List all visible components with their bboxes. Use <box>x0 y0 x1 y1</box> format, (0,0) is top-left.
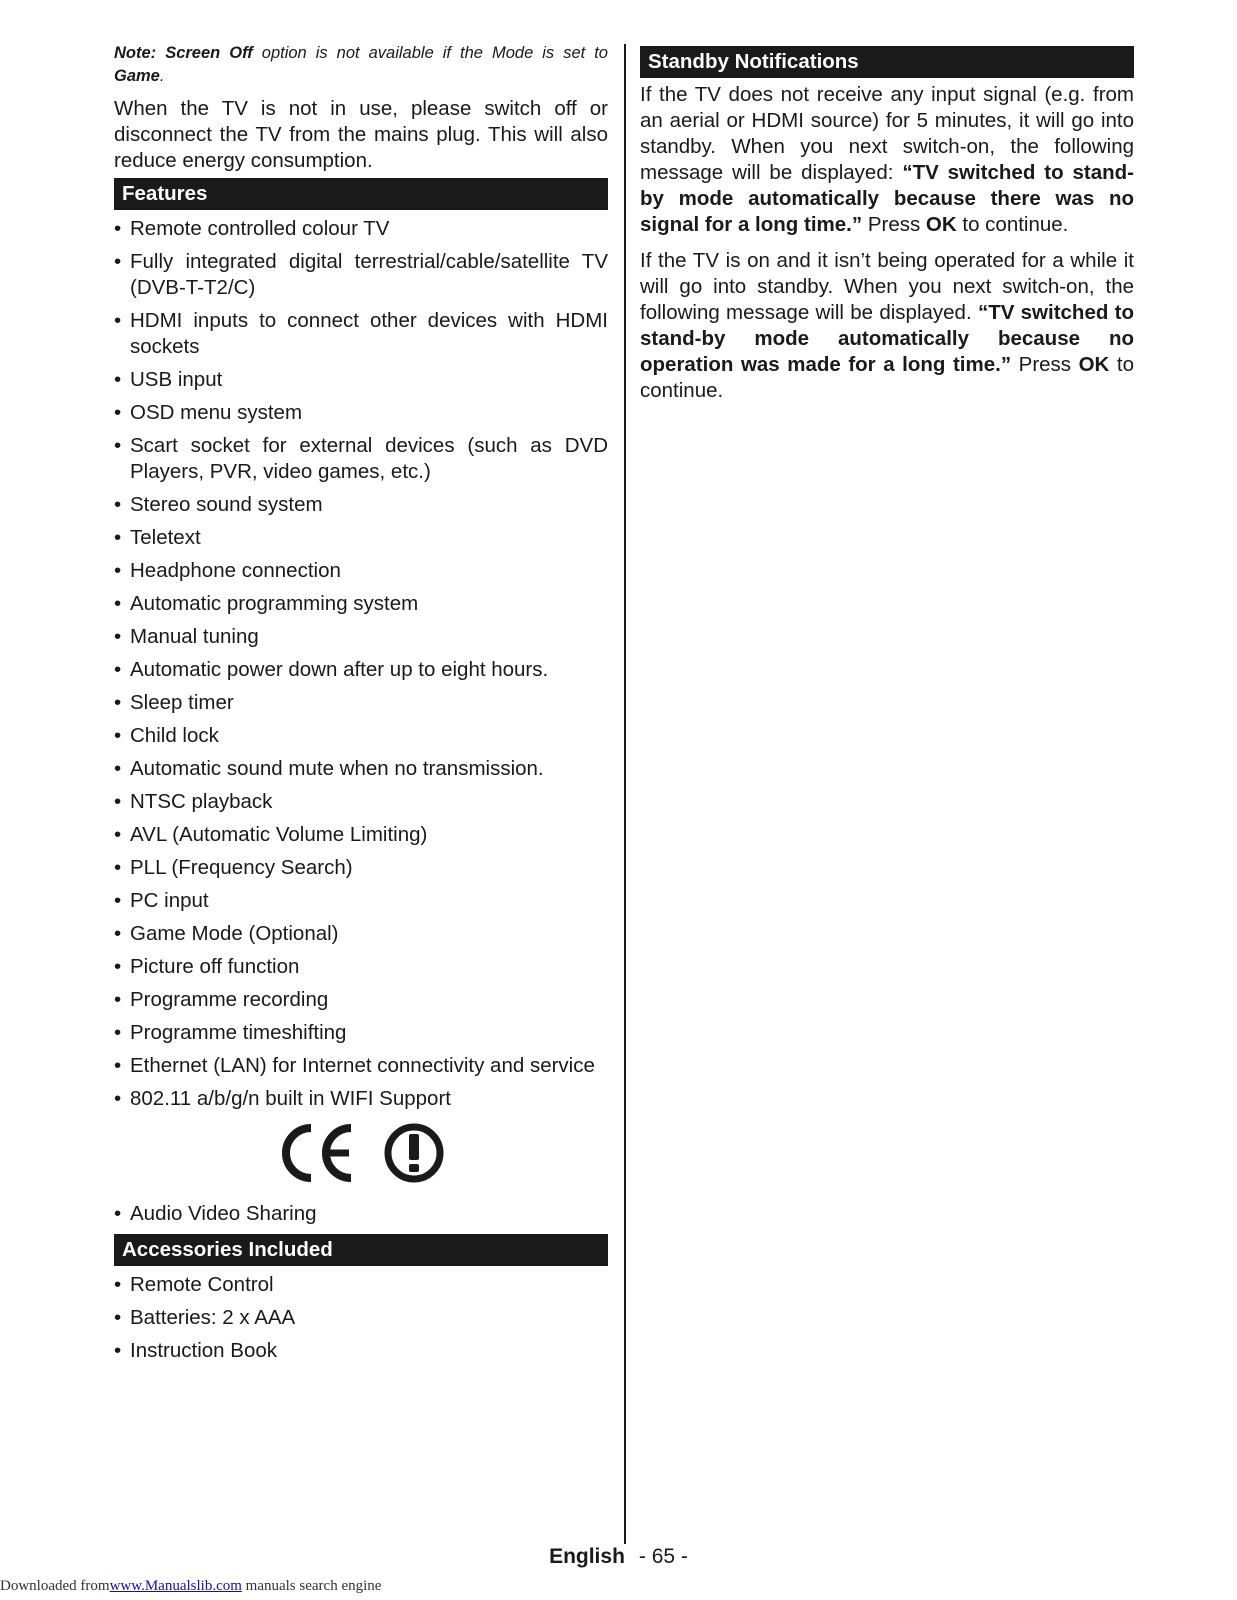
note-label: Note: <box>114 44 157 62</box>
accessories-heading: Accessories Included <box>114 1234 608 1266</box>
intro-paragraph: When the TV is not in use, please switch off or disconnect the TV from the mains plug. This will also reduce energy consumption. <box>114 97 608 172</box>
list-item: • PC input <box>114 888 608 914</box>
download-prefix: Downloaded from <box>0 1578 110 1594</box>
download-suffix: manuals search engine <box>245 1578 382 1594</box>
para2-ok: OK <box>1078 353 1110 376</box>
standby-heading: Standby Notifications <box>640 46 1134 78</box>
list-item: • Audio Video Sharing <box>114 1201 608 1227</box>
features-heading: Features <box>114 178 608 210</box>
extra-features-list <box>114 1201 608 1227</box>
list-item: • Ethernet (LAN) for Internet connectivity and service <box>114 1053 608 1079</box>
list-item: • Sleep timer <box>114 690 608 716</box>
page-number: - 65 - <box>638 1545 688 1568</box>
list-item: • Stereo sound system <box>114 492 608 518</box>
para1-text: If the TV does not receive any input signal (e.g. from an aerial or HDMI source) for 5 minutes, it will go into standby. When you next switch-on, the following message will be displayed: <box>640 83 1134 184</box>
list-item: • Headphone connection <box>114 558 608 584</box>
list-item: • OSD menu system <box>114 400 608 426</box>
note-game: Game <box>114 67 160 85</box>
accessories-list <box>114 1272 608 1364</box>
list-item: • Picture off function <box>114 954 608 980</box>
para1-end: to continue. <box>962 213 1069 236</box>
para1-press: Press <box>867 213 921 236</box>
list-item: • Game Mode (Optional) <box>114 921 608 947</box>
para2-message: “TV switched to stand-by mode automatically because no operation was made for a long time.” <box>640 301 1135 376</box>
list-item: • PLL (Frequency Search) <box>114 855 608 881</box>
list-item: • Automatic power down after up to eight hours. <box>114 657 608 683</box>
list-item: • Automatic sound mute when no transmission. <box>114 756 608 782</box>
features-list <box>114 216 608 1112</box>
download-notice <box>0 1578 381 1595</box>
ce-mark-icon <box>277 1122 357 1184</box>
alert-class-icon <box>383 1122 445 1184</box>
note-text: option is not available if the Mode is set to <box>261 44 608 62</box>
list-item: • 802.11 a/b/g/n built in WIFI Support <box>114 1086 608 1112</box>
note-paragraph <box>114 42 608 88</box>
list-item: • Instruction Book <box>114 1338 608 1364</box>
para2-press: Press <box>1018 353 1072 376</box>
list-item: • Batteries: 2 x AAA <box>114 1305 608 1331</box>
list-item: • Programme timeshifting <box>114 1020 608 1046</box>
list-item: • USB input <box>114 367 608 393</box>
left-column <box>114 42 608 1371</box>
list-item: • AVL (Automatic Volume Limiting) <box>114 822 608 848</box>
list-item: • Fully integrated digital terrestrial/cable/satellite TV (DVB-T-T2/C) <box>114 249 608 301</box>
list-item: • NTSC playback <box>114 789 608 815</box>
standby-paragraph-2 <box>640 248 1134 404</box>
list-item: • HDMI inputs to connect other devices with HDMI sockets <box>114 308 608 360</box>
list-item: • Automatic programming system <box>114 591 608 617</box>
column-divider <box>624 44 626 1544</box>
para1-ok: OK <box>925 213 957 236</box>
right-column <box>640 42 1134 414</box>
list-item: • Programme recording <box>114 987 608 1013</box>
para2-end: to continue. <box>640 353 1135 402</box>
para1-message: “TV switched to stand-by mode automatically because there was no signal for a long time.” <box>640 161 1134 236</box>
certification-logos <box>114 1119 608 1187</box>
list-item: • Remote controlled colour TV <box>114 216 608 242</box>
note-screen-off: Screen Off <box>165 44 253 62</box>
list-item: • Remote Control <box>114 1272 608 1298</box>
list-item: • Manual tuning <box>114 624 608 650</box>
list-item: • Teletext <box>114 525 608 551</box>
list-item: • Scart socket for external devices (such as DVD Players, PVR, video games, etc.) <box>114 433 608 485</box>
para2-text: If the TV is on and it isn’t being operated for a while it will go into standby. When you next switch-on, the following message will be displayed. <box>640 249 1134 324</box>
note-end: . <box>159 67 165 85</box>
standby-paragraph-1 <box>640 82 1134 238</box>
page-footer <box>0 1545 1237 1569</box>
manualslib-link[interactable]: www.Manualslib.com <box>109 1578 242 1594</box>
list-item: • Child lock <box>114 723 608 749</box>
footer-language: English <box>549 1545 625 1568</box>
